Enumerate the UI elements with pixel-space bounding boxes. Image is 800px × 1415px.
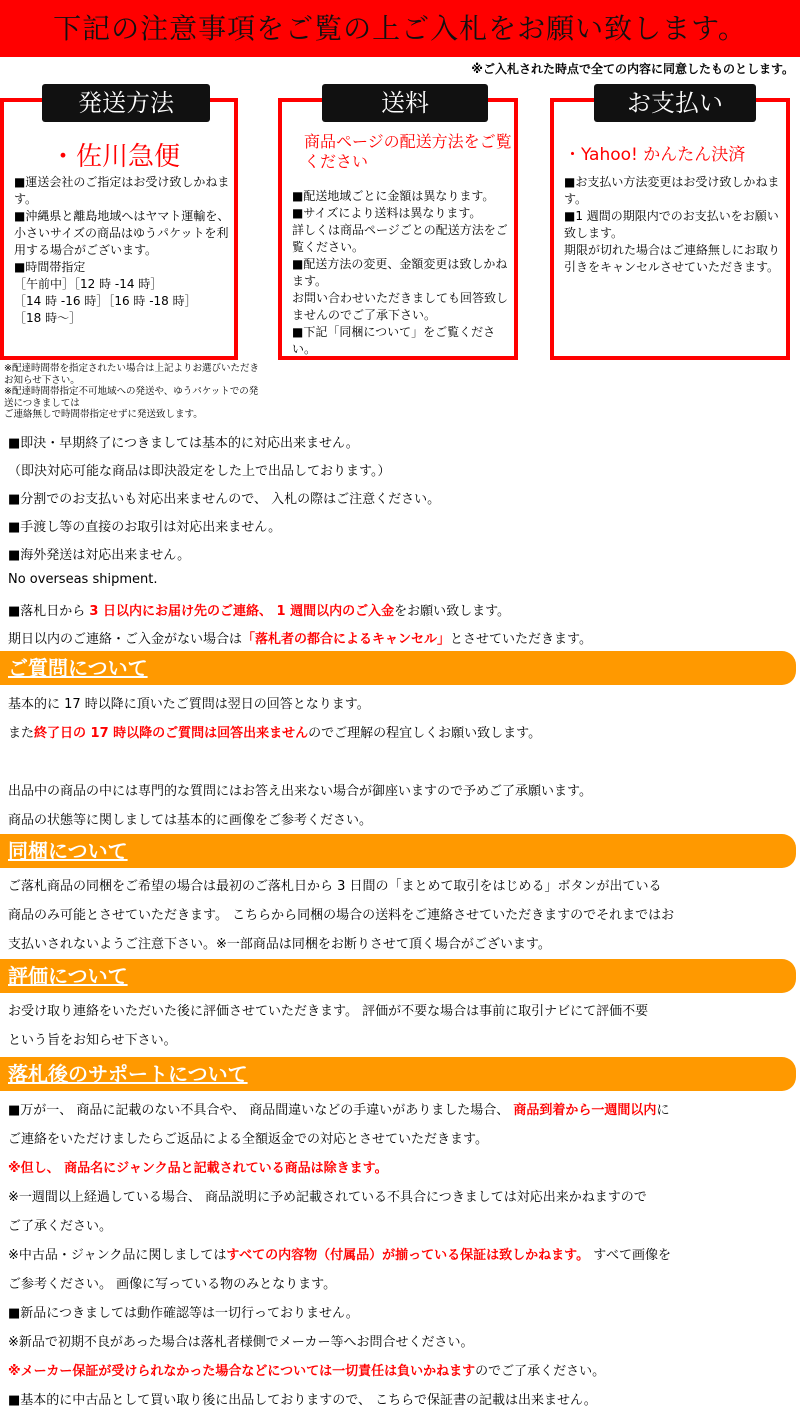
shipping-fee-body: ■配送地域ごとに金額は異なります。 ■サイズにより送料は異なります。 詳しくは商品ページごとの配送方法をご覧ください。 ■配送方法の変更、金額変更は致しかねます。 お問い合わせいただきましても回答致しませんのでご了承下さい。 ■下記「同梱について」をご覧ください。 bbox=[292, 189, 509, 356]
notice-line: No overseas shipment. bbox=[8, 572, 158, 587]
shipping-carrier: ・佐川急便 bbox=[50, 142, 181, 172]
notice-line: ■落札日から 3 日以内にお届け先のご連絡、 1 週間以内のご入金をお願い致します。 bbox=[8, 604, 511, 619]
notice-line: ■即決・早期終了につきましては基本的に対応出来ません。 bbox=[8, 436, 359, 451]
support-section-body: ■万が一、 商品に記載のない不具合や、 商品間違いなどの手違いがありました場合、 商品到着から一週間以内に ご連絡をいただけましたらご返品による全額返金での対応とさせていただきます。 ※但し、 商品名にジャンク品と記載されている商品は除きます。 ※一週間以上経過している場合、 商品説明に予め記載されている不具合につきましては対応出来かねますので ご了承ください。 ※中古品・ジャンク品に関しましてはすべての内容物（付属品）が揃っている保証は致しかねます。 すべて画像を ご参考ください。 画像に写っている物のみとなります。 ■新品につきましては動作確認等は一切行っておりません。 ※新品で初期不良があった場合は落札者様側でメーカー等へお問合せください。 ※メーカー保証が受けられなかった場合などについては一切責任は負いかねますのでご了承ください。 ■基本的に中古品として買い取り後に出品しておりますので、 こちらで保証書の記載は出来ません。 bbox=[8, 1103, 671, 1408]
notice-banner: 下記の注意事項をご覧の上ご入札をお願い致します。 bbox=[0, 0, 800, 57]
notice-line: （即決対応可能な商品は即決設定をした上で出品しております。） bbox=[8, 464, 391, 479]
shipping-method-title: 発送方法 bbox=[42, 84, 210, 122]
payment-title: お支払い bbox=[594, 84, 756, 122]
review-section-header bbox=[0, 959, 796, 993]
support-section-header bbox=[0, 1057, 796, 1091]
notice-line: 期日以内のご連絡・ご入金がない場合は「落札者の都合によるキャンセル」とさせていただきます。 bbox=[8, 632, 592, 647]
shipping-fee-box bbox=[278, 89, 518, 360]
review-section-body: お受け取り連絡をいただいた後に評価させていただきます。 評価が不要な場合は事前に取引ナビにて評価不要 という旨をお知らせ下さい。 bbox=[8, 1004, 649, 1048]
notice-line: ■分割でのお支払いも対応出来ませんので、 入札の際はご注意ください。 bbox=[8, 492, 441, 507]
shipping-method-box bbox=[0, 89, 238, 360]
question-section-body: 基本的に 17 時以降に頂いたご質問は翌日の回答となります。 また終了日の 17 時以降のご質問は回答出来ませんのでご理解の程宜しくお願い致します。 出品中の商品の中には専門的な質問にはお答え出来ない場合が御座いますので予めご了承願います。 商品の状態等に関しましては基本的に画像をご参考ください。 bbox=[8, 697, 592, 828]
question-section-header bbox=[0, 651, 796, 685]
notice-line: ■手渡し等の直接のお取引は対応出来ません。 bbox=[8, 520, 282, 535]
question-section-title: ご質問について bbox=[8, 656, 148, 680]
payment-box bbox=[550, 89, 790, 360]
bundle-section-title: 同梱について bbox=[8, 839, 128, 863]
shipping-fee-lead: 商品ページの配送方法をご覧ください bbox=[304, 132, 512, 171]
shipping-fee-title: 送料 bbox=[322, 84, 488, 122]
support-section-title: 落札後のサポートについて bbox=[8, 1062, 248, 1086]
delivery-time-notes: ※配達時間帯を指定されたい場合は上記よりお選びいただきお知らせ下さい。 ※配達時間帯指定不可地域への発送や、ゆうパケットでの発送につきましては ご連絡無しで時間帯指定せずに発送致します。 bbox=[4, 363, 259, 420]
payment-body: ■お支払い方法変更はお受け致しかねます。 ■1 週間の期限内でのお支払いをお願い致します。 期限が切れた場合はご連絡無しにお取り引きをキャンセルさせていただきます。 bbox=[564, 175, 781, 274]
shipping-method-body: ■運送会社のご指定はお受け致しかねます。 ■沖縄県と離島地域へはヤマト運輸を、小さいサイズの商品はゆうパケットを利用する場合がございます。 ■時間帯指定 ［午前中］［12 時 -14 時］ ［14 時 -16 時］［16 時 -18 時］ ［18 時～］ bbox=[14, 175, 230, 325]
agreement-note: ※ご入札された時点で全ての内容に同意したものとします。 bbox=[471, 62, 794, 76]
bundle-section-body: ご落札商品の同梱をご希望の場合は最初のご落札日から 3 日間の「まとめて取引をはじめる」ボタンが出ている 商品のみ可能とさせていただきます。 こちらから同梱の場合の送料をご連絡させていただきますのでそれまではお 支払いされないようご注意下さい。※一部商品は同梱をお断りさせて頂く場合がございます。 bbox=[8, 879, 675, 952]
bundle-section-header bbox=[0, 834, 796, 868]
payment-method: ・Yahoo! かんたん決済 bbox=[564, 145, 746, 165]
review-section-title: 評価について bbox=[8, 964, 128, 988]
notice-line: ■海外発送は対応出来ません。 bbox=[8, 548, 191, 563]
